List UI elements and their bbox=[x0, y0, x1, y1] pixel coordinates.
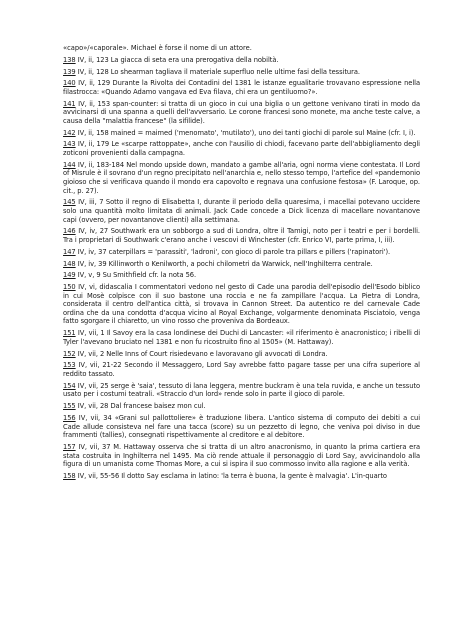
note-138 bbox=[63, 56, 420, 65]
note-140 bbox=[63, 79, 420, 96]
note-153 bbox=[63, 361, 420, 378]
note-text: IV, iv, 27 Southwark era un sobborgo a sud di Londra, oltre il Tamigi, noto per i teatri e per i bordelli. Tra i proprietari di Southwark c'erano anche i vescovi di Winchester (cfr. Enrico VI, parte prima, I, iii). bbox=[63, 227, 420, 244]
note-text: IV, iv, 39 Killinworth o Kenilworth, a pochi chilometri da Warwick, nell'Inghilterra centrale. bbox=[75, 259, 373, 268]
note-number[interactable]: 143 bbox=[63, 140, 76, 149]
note-number[interactable]: 141 bbox=[63, 99, 76, 108]
note-141 bbox=[63, 100, 420, 126]
note-152 bbox=[63, 350, 420, 359]
note-text: IV, iv, 37 caterpillars = 'parassiti', 'ladroni', con gioco di parole tra pillars e pillers ('rapinatori'). bbox=[75, 247, 391, 256]
notes-page bbox=[63, 44, 420, 484]
note-text: IV, ii, 153 span-counter: si tratta di un gioco in cui una biglia o un gettone venivano tirati in modo da avvicinarsi di una spanna a quelli dell'avversario. Le corone francesi sono monete, ma anche teste calve, a causa della "malattia francese" (la sifilide). bbox=[63, 99, 420, 125]
note-text: IV, vii, 2 Nelle Inns of Court risiedevano e lavoravano gli avvocati di Londra. bbox=[75, 349, 328, 358]
note-145 bbox=[63, 198, 420, 224]
note-text: IV, vii, 37 M. Hattaway osserva che si tratta di un altro anacronismo, in quanto la prima cartiera era stata costruita in Inghilterra nel 1495. Ma ciò rende attuale il personaggio di Lord Say, avvicinandolo alla figura di un umanista come Thomas More, a cui si ispira il suo commosso invito alla ragione e alla verità. bbox=[63, 442, 420, 469]
note-number[interactable]: 146 bbox=[63, 227, 76, 236]
note-text: IV, v, 9 Su Smithfield cfr. la nota 56. bbox=[75, 271, 197, 280]
note-text: IV, vii, 55-56 Il dotto Say esclama in latino: 'la terra è buona, la gente è malvagia'. L'in-quarto bbox=[75, 471, 387, 480]
note-text: IV, ii, 158 mained = maimed ('menomato', 'mutilato'), uno dei tanti giochi di parole sul Maine (cfr. I, i). bbox=[75, 128, 416, 137]
note-number[interactable]: 148 bbox=[63, 259, 76, 268]
note-143 bbox=[63, 140, 420, 157]
note-number[interactable]: 140 bbox=[63, 79, 76, 88]
note-154 bbox=[63, 382, 420, 399]
note-text: IV, vii, 28 Dal francese baisez mon cul. bbox=[75, 402, 206, 411]
notes-list bbox=[63, 56, 420, 481]
note-number[interactable]: 139 bbox=[63, 67, 76, 76]
note-150 bbox=[63, 283, 420, 326]
note-148 bbox=[63, 260, 420, 269]
note-number[interactable]: 155 bbox=[63, 402, 76, 411]
note-147 bbox=[63, 248, 420, 257]
note-number[interactable]: 142 bbox=[63, 128, 76, 137]
note-number[interactable]: 144 bbox=[63, 160, 76, 169]
note-text: IV, ii, 183-184 Nel mondo upside down, mandato a gambe all'aria, ogni norma viene contestata. Il Lord of Misrule è il sovrano d'un regno precipitato nell'anarchia e, nello stesso tempo, l'artefice del «pandemonio gioioso che si verificava quando il mondo era capovolto e regnava una confusione festosa» (F. Laroque, op. cit., p. 27). bbox=[63, 160, 420, 195]
note-158 bbox=[63, 472, 420, 481]
note-text: IV, vii, 1 Il Savoy era la casa londinese dei Duchi di Lancaster: «il riferimento è anacronistico; i ribelli di Tyler l'avevano bruciato nel 1381 e non fu ricostruito fino al 1505» (M. Hattaway). bbox=[63, 329, 420, 346]
note-number[interactable]: 147 bbox=[63, 247, 76, 256]
continuation-line: «capo»/«caporale». Michael è forse il nome di un attore. bbox=[63, 44, 252, 52]
note-number[interactable]: 153 bbox=[63, 361, 76, 370]
note-number[interactable]: 151 bbox=[63, 329, 76, 338]
note-number[interactable]: 156 bbox=[63, 413, 76, 422]
note-text: IV, ii, 129 Durante la Rivolta dei Contadini del 1381 le istanze egualitarie trovavano espressione nella filastrocca: «Quando Adamo vangava ed Eva filava, chi era un gentiluomo?». bbox=[63, 79, 420, 96]
note-157 bbox=[63, 443, 420, 469]
note-number[interactable]: 149 bbox=[63, 271, 76, 280]
note-text: IV, ii, 179 Le «scarpe rattoppate», anche con l'ausilio di chiodi, facevano parte dell'abbigliamento degli zoticoni provenienti dalla campagna. bbox=[63, 140, 420, 158]
note-text: IV, ii, 123 La giacca di seta era una prerogativa della nobiltà. bbox=[75, 55, 279, 64]
note-text: IV, vii, 21-22 Secondo il Messaggero, Lord Say avrebbe fatto pagare tasse per una cifra superiore al reddito tassato. bbox=[63, 361, 420, 378]
note-text: IV, vi, didascalia I commentatori vedono nel gesto di Cade una parodia dell'episodio dell'Esodo biblico in cui Mosè colpisce con il suo bastone una roccia e ne fa zampillare l'acqua. La Pietra di Londra, considerata il centro dell'antica città, si trovava in Cannon Street. Da autentico re del carnevale Cade ordina che da una condotta d'acqua vicino al Royal Exchange, volgarmente denominata Pisciatoio, venga fatto sgorgare il chiaretto, un vino rosso che proveniva da Bordeaux. bbox=[63, 283, 420, 326]
note-number[interactable]: 152 bbox=[63, 349, 76, 358]
note-139 bbox=[63, 68, 420, 77]
note-text: IV, vii, 34 «Grani sul pallottoliere» è traduzione libera. L'antico sistema di computo dei debiti a cui Cade allude consisteva nel fare una tacca (score) su un pezzetto di legno, che veniva poi diviso in due frammenti (tallies), consegnati rispettivamente al creditore e al debitore. bbox=[63, 413, 420, 440]
note-text: IV, ii, 128 Lo shearman tagliava il materiale superfluo nelle ultime fasi della tessitura. bbox=[75, 67, 360, 76]
note-142 bbox=[63, 129, 420, 138]
note-number[interactable]: 158 bbox=[63, 471, 76, 480]
note-149 bbox=[63, 271, 420, 280]
note-text: IV, iii, 7 Sotto il regno di Elisabetta I, durante il periodo della quaresima, i macellai potevano uccidere solo una quantità molto limitata di animali. Jack Cade concede a Dick licenza di macellare novantanove capi (ovvero, per novantanove clienti) alla settimana. bbox=[63, 198, 420, 224]
note-number[interactable]: 150 bbox=[63, 283, 76, 292]
note-number[interactable]: 145 bbox=[63, 198, 76, 207]
note-text: IV, vii, 25 serge è 'saia', tessuto di lana leggera, mentre buckram è una tela ruvida, e anche un tessuto usato per i costumi teatrali. «Straccio d'un lord» rende solo in parte il gioco di parole. bbox=[63, 381, 420, 399]
note-151 bbox=[63, 329, 420, 346]
note-146 bbox=[63, 227, 420, 244]
note-156 bbox=[63, 414, 420, 440]
note-number[interactable]: 154 bbox=[63, 381, 76, 390]
note-number[interactable]: 138 bbox=[63, 55, 76, 64]
note-number[interactable]: 157 bbox=[63, 442, 76, 451]
note-155 bbox=[63, 402, 420, 411]
note-144 bbox=[63, 161, 420, 195]
